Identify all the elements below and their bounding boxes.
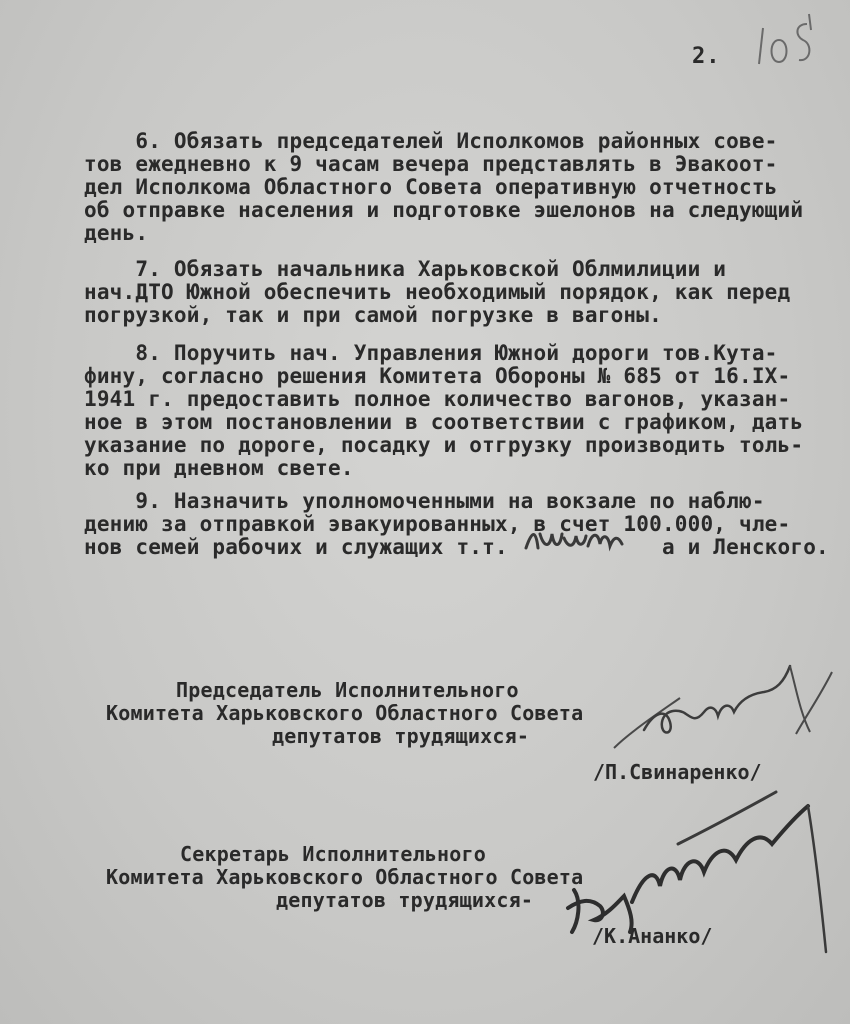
paragraph-line: дению за отправкой эвакуированных, в счет 100.000, чле- (84, 512, 791, 536)
page-number: 2. (692, 44, 721, 69)
paragraph-line: день. (84, 221, 149, 245)
signature-1-title-line: Председатель Исполнительного (176, 678, 519, 702)
paragraph-9 (84, 490, 844, 559)
paragraph-6 (84, 130, 844, 245)
paragraph-line: ко при дневном свете. (84, 456, 354, 480)
paragraph-line: 6. Обязать председателей Исполкомов районных сове- (84, 129, 778, 153)
paragraph-7 (84, 258, 844, 327)
signature-2-title-line: депутатов трудящихся- (276, 888, 534, 912)
archive-sheet-number-mark (755, 10, 825, 70)
paragraph-line: 8. Поручить нач. Управления Южной дороги тов.Кута- (84, 341, 778, 365)
paragraph-line: 1941 г. предоставить полное количество вагонов, указан- (84, 387, 791, 411)
paragraph-line: нач.ДТО Южной обеспечить необходимый порядок, как перед (84, 280, 791, 304)
signature-1-title-line: депутатов трудящихся- (272, 724, 530, 748)
paragraph-line: 9. Назначить уполномоченными на вокзале по наблю- (84, 489, 765, 513)
signature-2-title-line: Комитета Харьковского Областного Совета (106, 865, 584, 889)
signature-2-title-line: Секретарь Исполнительного (180, 842, 487, 866)
handwritten-signature-2 (560, 782, 840, 962)
paragraph-line: нов семей рабочих и служащих т.т. а и Ленского. (84, 535, 829, 559)
paragraph-8 (84, 342, 844, 480)
handwritten-signature-1 (600, 652, 840, 762)
paragraph-line: погрузкой, так и при самой погрузке в вагоны. (84, 303, 662, 327)
paragraph-line: тов ежедневно к 9 часам вечера представлять в Эвакоот- (84, 152, 778, 176)
signer-2-name: /К.Ананко/ (592, 924, 713, 948)
paragraph-line: об отправке населения и подготовке эшелонов на следующий (84, 198, 804, 222)
paragraph-line: дел Исполкома Областного Совета оперативную отчетность (84, 175, 778, 199)
signer-1-name: /П.Свинаренко/ (593, 760, 762, 784)
signature-1-title-line: Комитета Харьковского Областного Совета (106, 701, 584, 725)
paragraph-line: 7. Обязать начальника Харьковской Облмилиции и (84, 257, 727, 281)
paragraph-line: ное в этом постановлении в соответствии с графиком, дать (84, 410, 804, 434)
handwritten-name-overwrite (522, 524, 628, 556)
paragraph-line: фину, согласно решения Комитета Обороны № 685 от 16.IX- (84, 364, 791, 388)
paragraph-line: указание по дороге, посадку и отгрузку производить толь- (84, 433, 804, 457)
